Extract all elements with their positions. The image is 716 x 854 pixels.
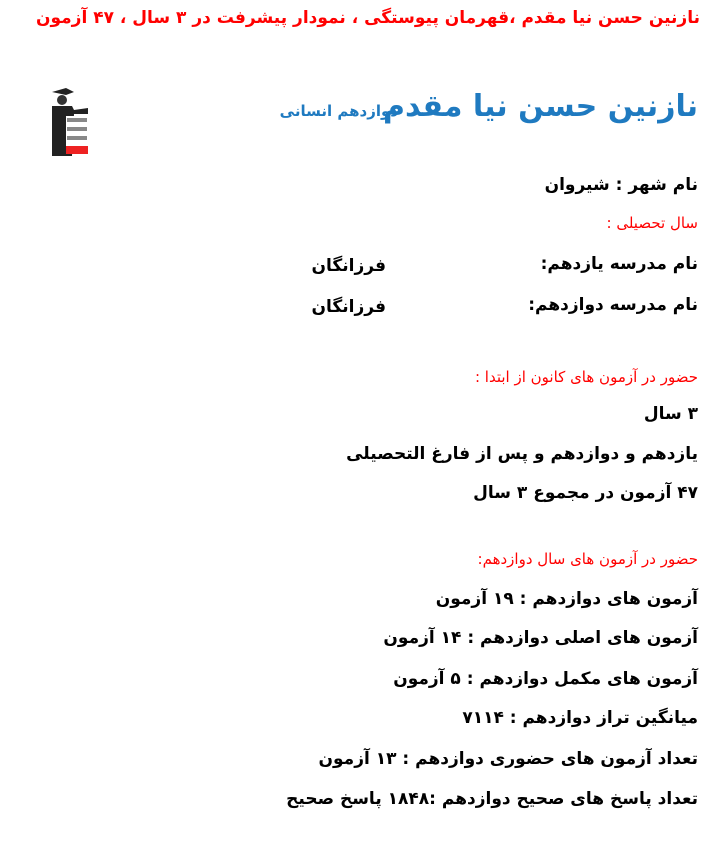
grade12-item: آزمون های اصلی دوازدهم : ۱۴ آزمون (383, 628, 698, 648)
grade12-item: آزمون های مکمل دوازدهم : ۵ آزمون (393, 669, 698, 689)
grade12-item: تعداد آزمون های حضوری دوازدهم : ۱۳ آزمون (318, 749, 698, 769)
student-name: نازنین حسن نیا مقدم (382, 89, 698, 124)
student-grade: دوازدهم انسانی (279, 102, 398, 120)
school12-value: فرزانگان (311, 297, 386, 317)
grade12-item: آزمون های دوازدهم : ۱۹ آزمون (435, 589, 698, 609)
school11-value: فرزانگان (311, 256, 386, 276)
grade12-item: تعداد پاسخ های صحیح دوازدهم :۱۸۴۸ پاسخ صحیح (286, 789, 698, 809)
attendance-years: ۳ سال (643, 404, 698, 424)
attendance-grades: یازدهم و دوازدهم و پس از فارغ التحصیلی (346, 444, 698, 464)
grade12-label: حضور در آزمون های سال دوازدهم: (477, 550, 698, 568)
page-title: نازنین حسن نیا مقدم ،قهرمان پیوستگی ، نمودار پیشرفت در ۳ سال ، ۴۷ آزمون (35, 8, 700, 28)
school11-label: نام مدرسه یازدهم: (540, 254, 698, 274)
attendance-label: حضور در آزمون های کانون از ابتدا : (474, 368, 698, 386)
kanoon-logo-icon (44, 84, 88, 160)
school12-label: نام مدرسه دوازدهم: (528, 295, 698, 315)
city: نام شهر : شیروان (544, 175, 698, 195)
academic-year-label: سال تحصیلی : (606, 214, 698, 232)
grade12-item: میانگین تراز دوازدهم : ۷۱۱۴ (462, 708, 698, 728)
attendance-total: ۴۷ آزمون در مجموع ۳ سال (473, 483, 698, 503)
